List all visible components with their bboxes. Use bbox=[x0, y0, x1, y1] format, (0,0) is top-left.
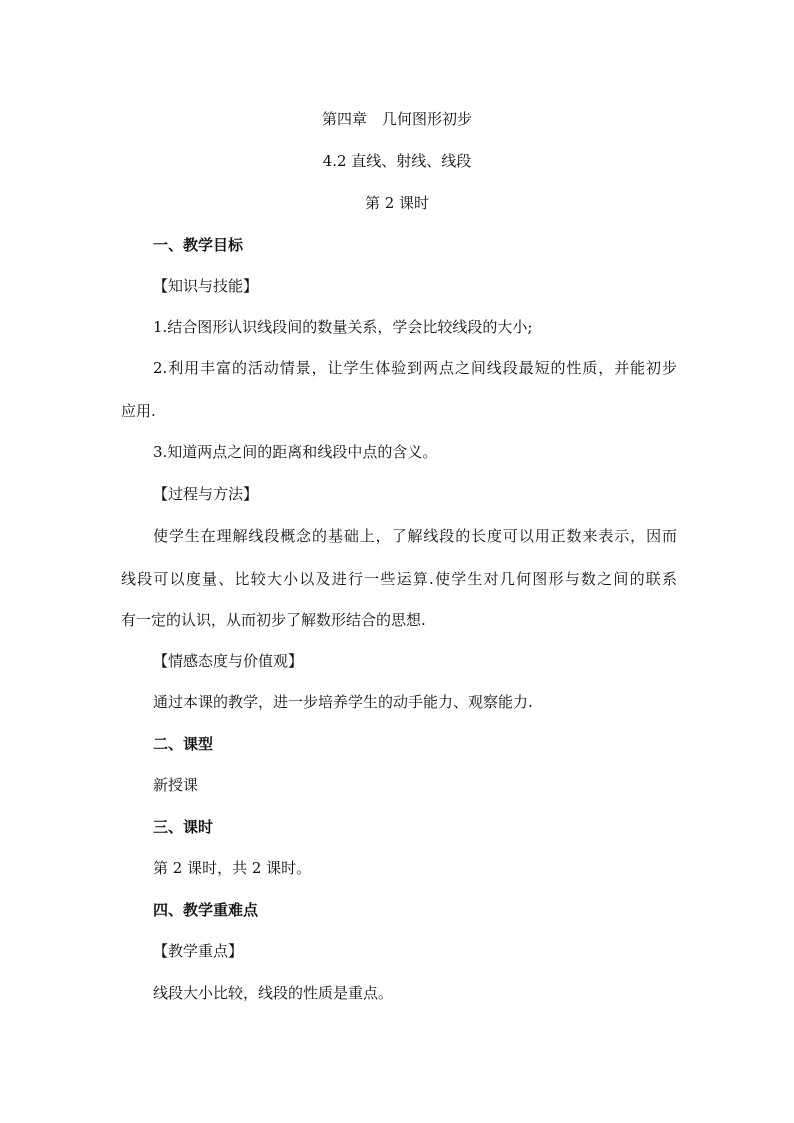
section-heading-class-hours: 三、课时 bbox=[153, 818, 214, 836]
subheading-teaching-focus: 【教学重点】 bbox=[153, 942, 244, 960]
subheading-process-methods: 【过程与方法】 bbox=[153, 485, 259, 503]
section-title: 4.2 直线、射线、线段 bbox=[322, 152, 472, 170]
teaching-focus-text: 线段大小比较，线段的性质是重点。 bbox=[153, 984, 394, 1002]
class-type-text: 新授课 bbox=[153, 776, 199, 794]
class-hours-text: 第 2 课时，共 2 课时。 bbox=[153, 859, 312, 877]
subheading-attitude-values: 【情感态度与价值观】 bbox=[153, 652, 304, 670]
lesson-title: 第 2 课时 bbox=[364, 194, 430, 212]
attitude-paragraph: 通过本课的教学，进一步培养学生的动手能力、观察能力. bbox=[153, 693, 533, 711]
chapter-title: 第四章 几何图形初步 bbox=[321, 110, 472, 128]
subheading-knowledge-skills: 【知识与技能】 bbox=[153, 277, 259, 295]
section-heading-class-type: 二、课型 bbox=[153, 735, 214, 753]
goal-item-3: 3.知道两点之间的距离和线段中点的含义。 bbox=[153, 443, 438, 461]
goal-item-2-line-2: 应用. bbox=[121, 402, 156, 420]
goal-item-1: 1.结合图形认识线段间的数量关系，学会比较线段的大小; bbox=[153, 318, 533, 336]
section-heading-teaching-goals: 一、教学目标 bbox=[153, 236, 244, 254]
section-heading-key-points: 四、教学重难点 bbox=[153, 901, 259, 919]
process-paragraph-line-3: 有一定的认识，从而初步了解数形结合的思想. bbox=[121, 611, 426, 629]
goal-item-2-line-1: 2.利用丰富的活动情景，让学生体验到两点之间线段最短的性质，并能初步 bbox=[153, 359, 677, 377]
process-paragraph-line-1: 使学生在理解线段概念的基础上，了解线段的长度可以用正数来表示，因而 bbox=[153, 527, 677, 545]
process-paragraph-line-2: 线段可以度量、比较大小以及进行一些运算.使学生对几何图形与数之间的联系 bbox=[121, 570, 677, 588]
